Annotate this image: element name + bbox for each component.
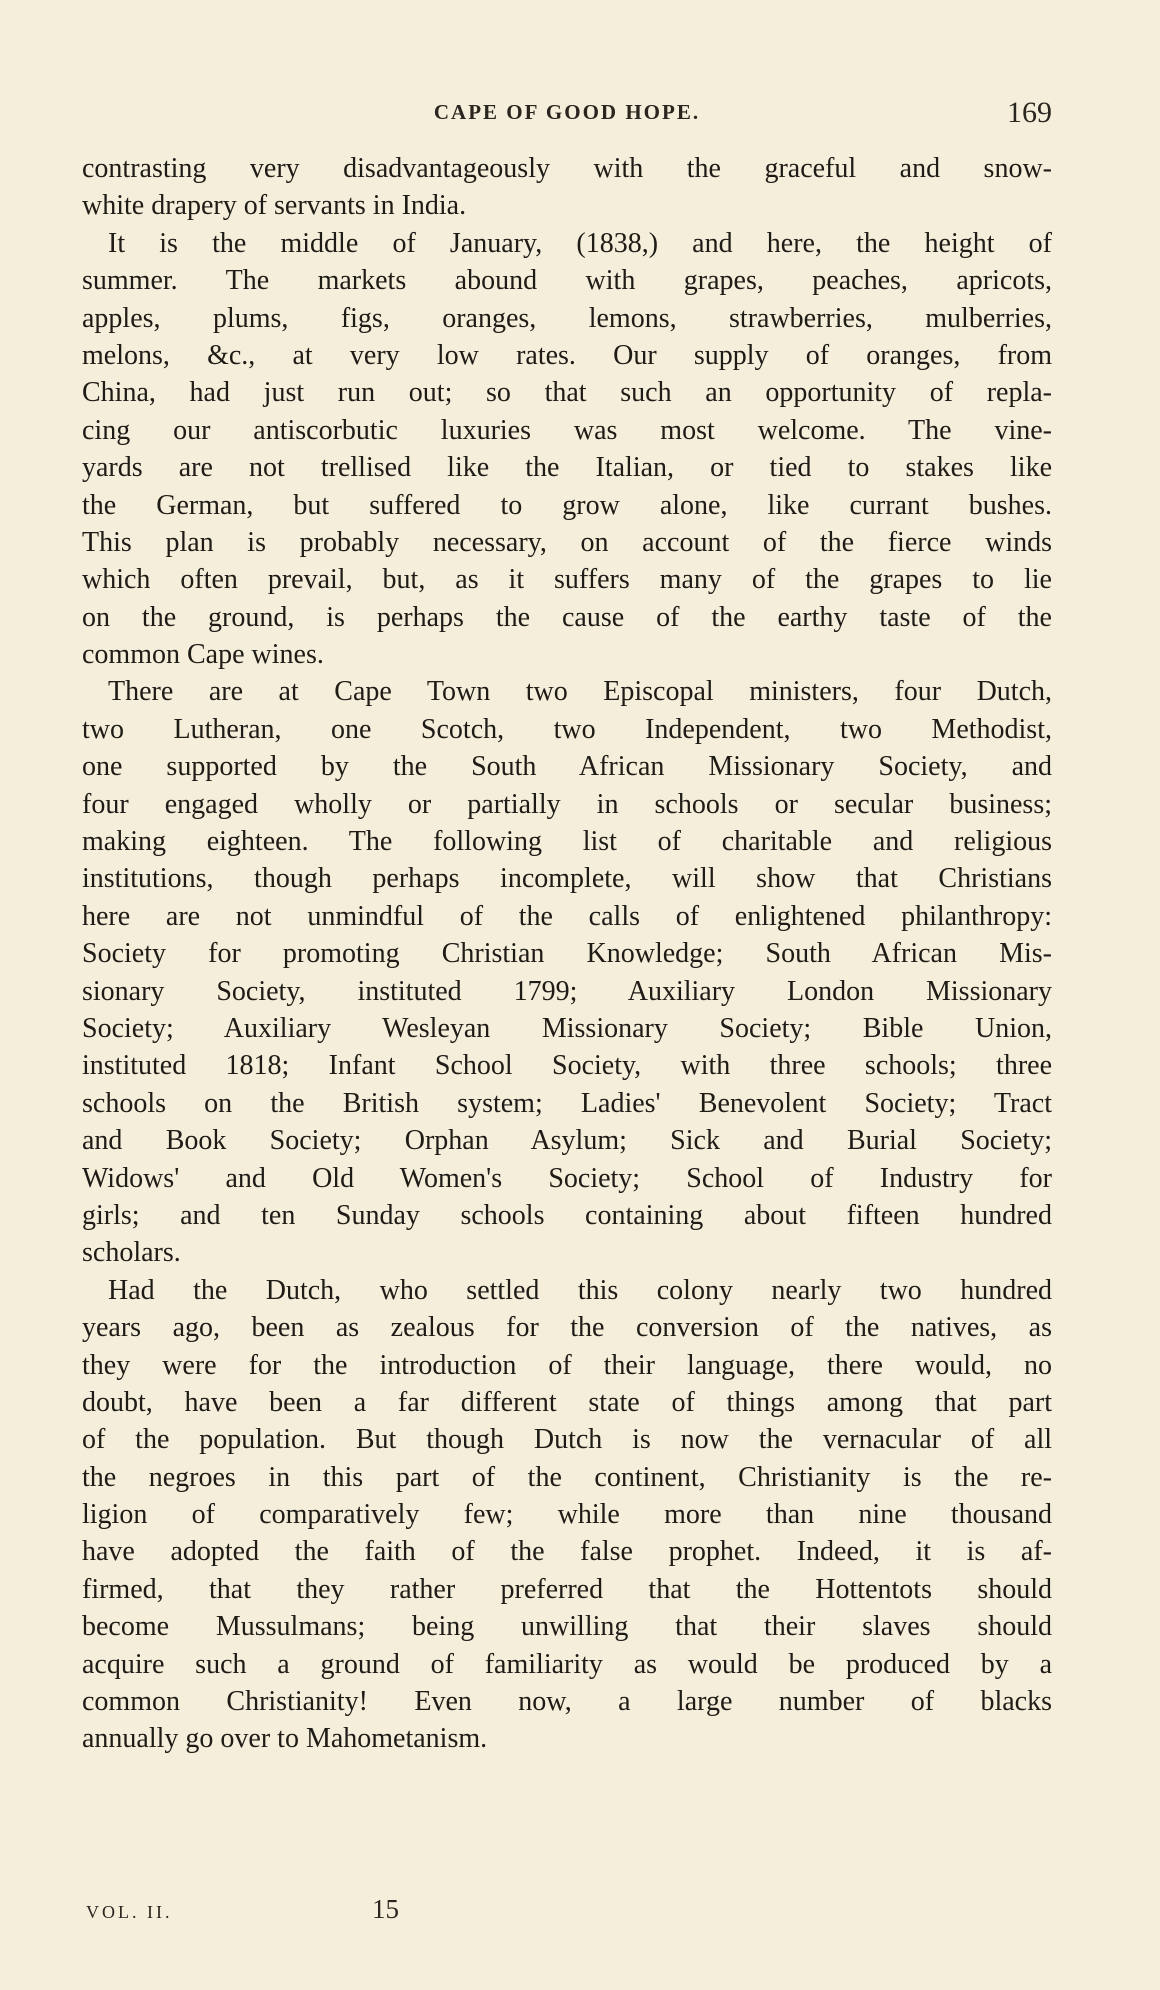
text-line: scholars. [82,1237,181,1269]
text-line: apples, plums, figs, oranges, lemons, strawberries, mulberries, [82,302,1052,334]
text-line: become Mussulmans; being unwilling that their slaves should [82,1611,1052,1643]
text-line: instituted 1818; Infant School Society, with three schools; three [82,1050,1052,1082]
text-line: one supported by the South African Missionary Society, and [82,751,1052,783]
text-line: cing our antiscorbutic luxuries was most welcome. The vine- [82,414,1052,446]
volume-mark: VOL. II. [86,1902,173,1922]
text-line: common Christianity! Even now, a large number of blacks [82,1686,1052,1718]
text-line: of the population. But though Dutch is now the vernacular of all [82,1424,1052,1456]
text-line: here are not unmindful of the calls of enlightened philanthropy: [82,900,1052,932]
text-line: common Cape wines. [82,639,324,671]
text-line: ligion of comparatively few; while more than nine thousand [82,1499,1052,1531]
text-line: Society for promoting Christian Knowledge; South African Mis- [82,938,1052,970]
text-line: Had the Dutch, who settled this colony nearly two hundred [108,1274,1052,1306]
text-line: sionary Society, instituted 1799; Auxiliary London Missionary [82,975,1052,1007]
text-line: on the ground, is perhaps the cause of the earthy taste of the [82,601,1052,633]
text-line: There are at Cape Town two Episcopal ministers, four Dutch, [108,676,1052,708]
text-line: which often prevail, but, as it suffers many of the grapes to lie [82,564,1052,596]
text-line: Widows' and Old Women's Society; School of Industry for [82,1162,1052,1194]
text-line: summer. The markets abound with grapes, peaches, apricots, [82,265,1052,297]
text-line: acquire such a ground of familiarity as would be produced by a [82,1648,1052,1680]
body-text [82,150,1052,1758]
text-line: making eighteen. The following list of charitable and religious [82,826,1052,858]
running-head [82,96,1052,136]
text-line: Society; Auxiliary Wesleyan Missionary Society; Bible Union, [82,1012,1052,1044]
text-line: years ago, been as zealous for the conversion of the natives, as [82,1312,1052,1344]
text-line: and Book Society; Orphan Asylum; Sick and Burial Society; [82,1125,1052,1157]
text-line: China, had just run out; so that such an opportunity of repla- [82,377,1052,409]
text-line: It is the middle of January, (1838,) and here, the height of [108,227,1052,259]
text-line: contrasting very disadvantageously with the graceful and snow- [82,153,1052,184]
text-line: schools on the British system; Ladies' Benevolent Society; Tract [82,1087,1052,1119]
text-line: firmed, that they rather preferred that the Hottentots should [82,1573,1052,1605]
text-line: doubt, have been a far different state of things among that part [82,1386,1052,1418]
text-line: This plan is probably necessary, on account of the fierce winds [82,526,1052,558]
page-number: 169 [1007,96,1052,129]
text-line: the German, but suffered to grow alone, like currant bushes. [82,489,1052,521]
text-line: annually go over to Mahometanism. [82,1723,488,1755]
text-line: yards are not trellised like the Italian, or tied to stakes like [82,452,1052,484]
text-line: melons, &c., at very low rates. Our supply of oranges, from [82,339,1052,371]
text-line: they were for the introduction of their language, there would, no [82,1349,1052,1381]
text-line: white drapery of servants in India. [82,190,467,222]
text-line: institutions, though perhaps incomplete, will show that Christians [82,863,1052,895]
text-line: four engaged wholly or partially in schools or secular business; [82,788,1052,820]
text-line: have adopted the faith of the false prophet. Indeed, it is af- [82,1536,1052,1568]
signature-line [82,1894,682,1930]
running-title: CAPE OF GOOD HOPE. [433,100,701,124]
text-line: two Lutheran, one Scotch, two Independent, two Methodist, [82,713,1052,745]
text-line: the negroes in this part of the continent, Christianity is the re- [82,1461,1052,1493]
signature-mark: 15 [372,1894,399,1924]
text-line: girls; and ten Sunday schools containing about fifteen hundred [82,1199,1052,1231]
